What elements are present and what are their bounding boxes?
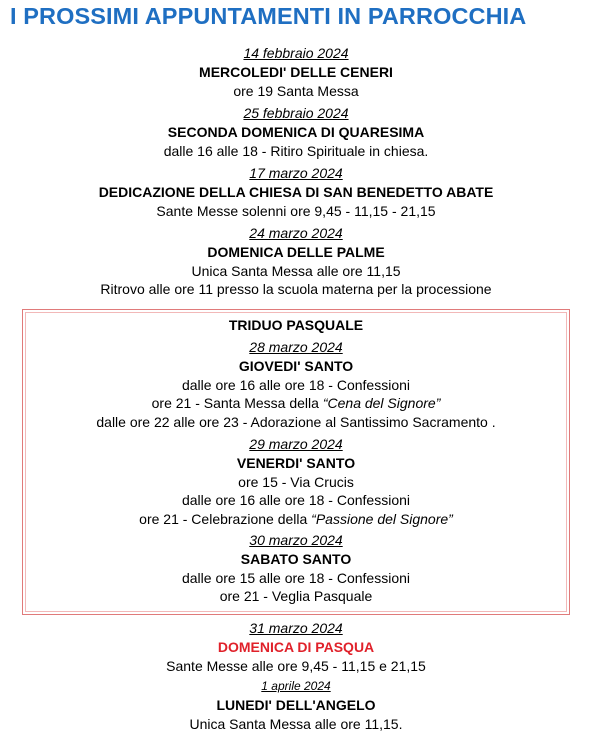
event-detail: Sante Messe solenni ore 9,45 - 11,15 - 21,15 <box>0 202 590 221</box>
event-title: DEDICAZIONE DELLA CHIESA DI SAN BENEDETTO ABATE <box>0 183 590 202</box>
event-title: LUNEDI' DELL'ANGELO <box>0 696 590 715</box>
event-detail: dalle ore 16 alle ore 18 - Confessioni <box>0 376 590 395</box>
event-easter <box>0 619 590 675</box>
event-title: DOMENICA DELLE PALME <box>0 243 590 262</box>
event-ash-wednesday <box>0 44 590 100</box>
event-detail: ore 15 - Via Crucis <box>0 473 590 492</box>
event-detail: ore 21 - Veglia Pasquale <box>0 587 590 606</box>
event-date: 28 marzo 2024 <box>0 338 590 357</box>
event-title: VENERDI' SANTO <box>0 454 590 473</box>
detail-emphasis: “Cena del Signore” <box>323 395 441 411</box>
event-detail <box>0 394 590 413</box>
event-good-friday <box>0 435 590 528</box>
event-detail: dalle 16 alle 18 - Ritiro Spirituale in chiesa. <box>0 142 590 161</box>
detail-emphasis: “Passione del Signore” <box>311 511 453 527</box>
detail-text: ore 21 - Celebrazione della <box>139 511 311 527</box>
event-date: 31 marzo 2024 <box>0 619 590 638</box>
event-date: 25 febbraio 2024 <box>0 104 590 123</box>
triduo-heading: TRIDUO PASQUALE <box>0 316 590 335</box>
detail-text: ore 21 - Santa Messa della <box>152 395 323 411</box>
event-detail: Unica Santa Messa alle ore 11,15. <box>0 715 590 733</box>
triduo-heading-block <box>0 316 590 335</box>
event-detail: Ritrovo alle ore 11 presso la scuola materna per la processione <box>0 280 590 299</box>
event-date: 17 marzo 2024 <box>0 164 590 183</box>
event-date: 24 marzo 2024 <box>0 224 590 243</box>
event-church-dedication <box>0 164 590 220</box>
event-detail: ore 19 Santa Messa <box>0 82 590 101</box>
event-holy-thursday <box>0 338 590 431</box>
event-title: MERCOLEDI' DELLE CENERI <box>0 63 590 82</box>
event-date: 14 febbraio 2024 <box>0 44 590 63</box>
event-title: SABATO SANTO <box>0 550 590 569</box>
event-title: GIOVEDI' SANTO <box>0 357 590 376</box>
event-palm-sunday <box>0 224 590 299</box>
event-detail <box>0 510 590 529</box>
event-title: SECONDA DOMENICA DI QUARESIMA <box>0 123 590 142</box>
event-detail: Sante Messe alle ore 9,45 - 11,15 e 21,15 <box>0 657 590 676</box>
event-date: 30 marzo 2024 <box>0 531 590 550</box>
event-title: DOMENICA DI PASQUA <box>0 638 590 657</box>
event-second-lent-sunday <box>0 104 590 160</box>
event-holy-saturday <box>0 531 590 606</box>
event-date: 29 marzo 2024 <box>0 435 590 454</box>
event-easter-monday <box>0 677 590 733</box>
event-date: 1 aprile 2024 <box>0 677 590 696</box>
event-detail: Unica Santa Messa alle ore 11,15 <box>0 262 590 281</box>
event-detail: dalle ore 22 alle ore 23 - Adorazione al Santissimo Sacramento . <box>0 413 590 432</box>
page-title: I PROSSIMI APPUNTAMENTI IN PARROCCHIA <box>10 3 526 30</box>
event-detail: dalle ore 15 alle ore 18 - Confessioni <box>0 569 590 588</box>
event-detail: dalle ore 16 alle ore 18 - Confessioni <box>0 491 590 510</box>
